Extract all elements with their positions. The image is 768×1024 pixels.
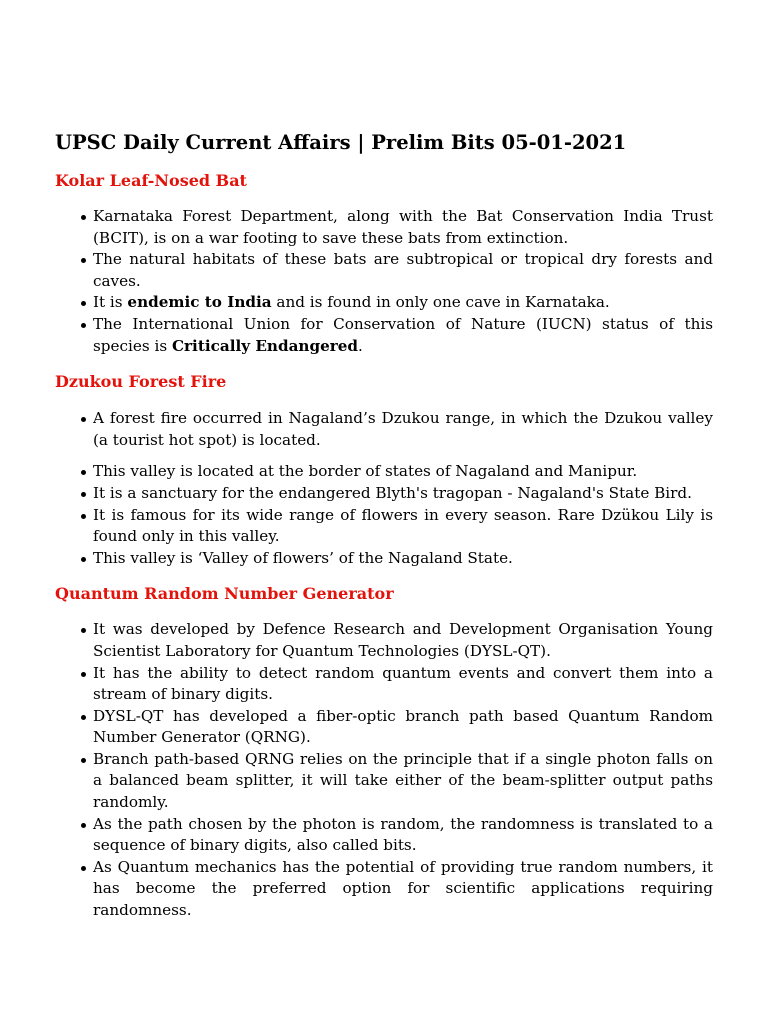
list-item-text: This valley is located at the border of states of Nagaland and Manipur. (93, 462, 638, 481)
list-item-text: The natural habitats of these bats are subtropical or tropical dry forests and caves. (93, 250, 713, 290)
list-item (93, 548, 713, 570)
list-item (93, 206, 713, 249)
list-item (93, 706, 713, 749)
emphasis-text: endemic to India (127, 293, 272, 312)
bullet-list-dzukou-fire-intro (55, 408, 713, 451)
list-item (93, 814, 713, 857)
list-item (93, 857, 713, 922)
list-item (93, 749, 713, 814)
bullet-list-dzukou-fire (55, 461, 713, 569)
list-item-text: As Quantum mechanics has the potential of providing true random numbers, it has become the preferred option for scientific applications requiring randomness. (93, 857, 713, 920)
list-item-text: It is a sanctuary for the endangered Blyth's tragopan - Nagaland's State Bird. (93, 483, 692, 502)
list-item-text: The International Union for Conservation of Nature (IUCN) status of this species is (93, 314, 713, 355)
section-heading-qrng: Quantum Random Number Generator (55, 584, 394, 604)
list-item-text: DYSL-QT has developed a fiber-optic branch path based Quantum Random Number Generator (QRNG). (93, 706, 713, 747)
list-item-text: Branch path-based QRNG relies on the principle that if a single photon falls on a balanced beam splitter, it will take either of the beam-splitter output paths randomly. (93, 749, 713, 812)
list-item (93, 249, 713, 292)
list-item-text: It is famous for its wide range of flowers in every season. Rare Dzükou Lily is found only in this valley. (93, 505, 713, 546)
list-item-text: . (358, 336, 363, 355)
list-item (93, 461, 713, 483)
list-item (93, 483, 713, 505)
bullet-list-kolar-bat (55, 206, 713, 357)
list-item-text: It was developed by Defence Research and Development Organisation Young Scientist Laboratory for Quantum Technologies (DYSL-QT). (93, 620, 713, 660)
list-item-text: Karnataka Forest Department, along with the Bat Conservation India Trust (BCIT), is on a war footing to save these bats from extinction. (93, 207, 713, 247)
list-item (93, 314, 713, 357)
document-title: UPSC Daily Current Affairs | Prelim Bits 05-01-2021 (55, 131, 627, 154)
document-page (55, 128, 713, 922)
list-item-text: This valley is ‘Valley of flowers’ of the Nagaland State. (93, 548, 513, 567)
list-item-text: It is (93, 293, 128, 312)
list-item (93, 663, 713, 706)
list-item-text: It has the ability to detect random quantum events and convert them into a stream of binary digits. (93, 663, 713, 704)
list-item-text: A forest fire occurred in Nagaland’s Dzukou range, in which the Dzukou valley (a tourist hot spot) is located. (93, 409, 713, 449)
list-item (93, 619, 713, 662)
emphasis-text: Critically Endangered (171, 336, 359, 355)
list-item (93, 505, 713, 548)
section-heading-kolar-bat: Kolar Leaf-Nosed Bat (55, 171, 247, 190)
bullet-list-qrng (55, 619, 713, 921)
section-heading-dzukou-fire: Dzukou Forest Fire (55, 372, 227, 392)
list-item (93, 408, 713, 451)
list-item-text: and is found in only one cave in Karnataka. (271, 293, 610, 312)
list-item-text: As the path chosen by the photon is random, the randomness is translated to a sequence of binary digits, also called bits. (93, 814, 713, 855)
list-item (93, 292, 713, 314)
